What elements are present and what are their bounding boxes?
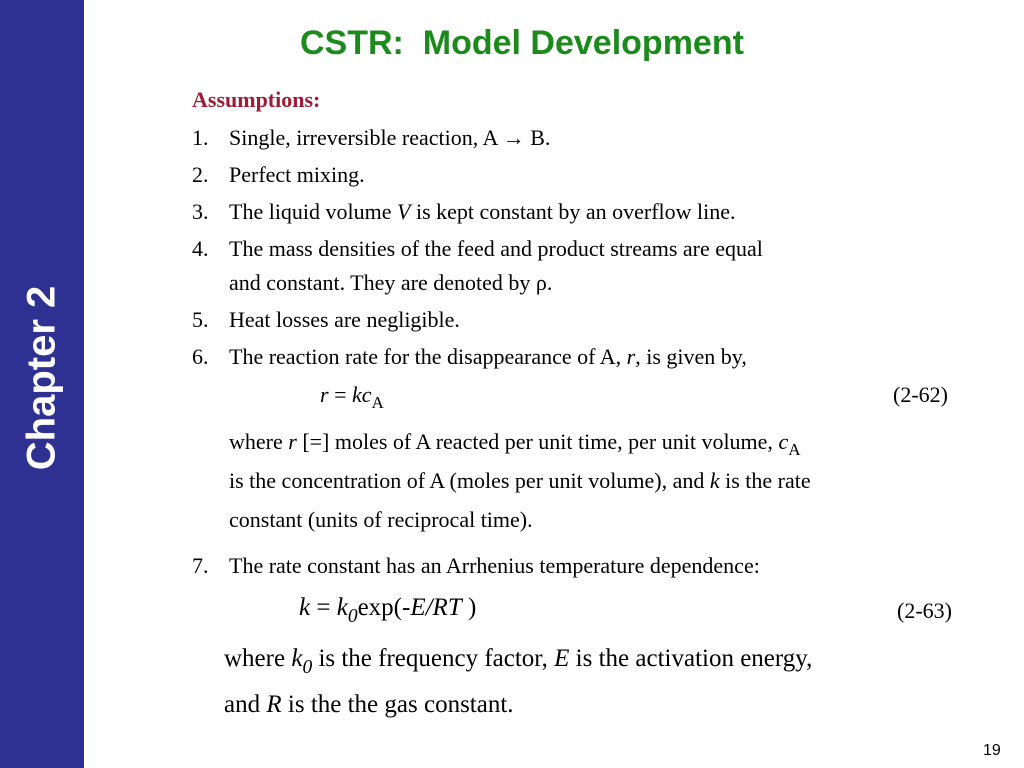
frequency-factor-text: is the frequency factor, (312, 645, 555, 672)
item-6-number: 6. (192, 344, 209, 369)
item-4-line-2: and constant. They are denoted by ρ. (229, 270, 553, 295)
eq-2-62-op: = (328, 382, 352, 407)
assumptions-heading: Assumptions: (192, 87, 321, 112)
eq-2-63-func: exp(- (357, 594, 411, 621)
equation-2-62 (320, 382, 384, 412)
item-1-number: 1. (192, 125, 209, 150)
where-e: E (554, 645, 570, 672)
eq-2-62-lhs: r (320, 382, 329, 407)
where-text: moles of A reacted per unit time, per unit volume, (334, 429, 779, 454)
item-3-text-before: The liquid volume (229, 199, 398, 224)
rate-variable: r (626, 344, 636, 369)
where-k0-subscript-text: 0 (302, 656, 313, 678)
eq-2-62-subscript: A (371, 393, 384, 412)
units-bracket: [=] (296, 429, 335, 454)
eq-2-63-op: = (310, 594, 337, 621)
item-5-number: 5. (192, 307, 209, 332)
item-7-number: 7. (192, 553, 209, 578)
item-7-where-line-1 (224, 645, 813, 678)
item-3-text (229, 199, 736, 225)
where-k0-subscript (302, 657, 312, 678)
where-c-subscript: A (788, 440, 801, 459)
where-line-2-after: is the rate (719, 468, 811, 493)
equation-2-63 (299, 594, 477, 627)
item-6-where-line-3: constant (units of reciprocal time). (229, 507, 533, 532)
item-4-number: 4. (192, 236, 209, 261)
item-6-where-line-2 (229, 468, 811, 494)
chapter-label: Chapter 2 (19, 285, 64, 471)
eq-2-63-close: ) (461, 594, 477, 621)
item-2-text: Perfect mixing. (229, 162, 365, 187)
item-2-number: 2. (192, 162, 209, 187)
slide-title: CSTR: Model Development (300, 24, 744, 62)
item-4-line-1: The mass densities of the feed and product streams are equal (229, 236, 763, 261)
item-6-text-before: The reaction rate for the disappearance of A, (229, 344, 627, 369)
eq-2-63-k0-subscript (348, 606, 358, 627)
sidebar-divider (84, 0, 87, 768)
item-3-text-after: is kept constant by an overflow line. (410, 199, 736, 224)
gas-constant-text: is the the gas constant. (281, 691, 514, 718)
item-6-text (229, 344, 747, 370)
where-c: c (778, 429, 789, 454)
page-number: 19 (983, 742, 1001, 759)
item-3-number: 3. (192, 199, 209, 224)
where-word-2: where (224, 645, 292, 672)
item-6-where-line-1 (229, 429, 801, 459)
item-7-text: The rate constant has an Arrhenius temperature dependence: (229, 553, 760, 578)
where-word: where (229, 429, 289, 454)
equation-2-63-label: (2-63) (897, 598, 952, 623)
eq-2-63-k0-subscript-text: 0 (347, 605, 358, 627)
volume-variable: V (397, 199, 411, 224)
item-7-where-line-2 (224, 691, 514, 719)
activation-energy-text: is the activation energy, (569, 645, 813, 672)
eq-2-63-arg: E/RT (410, 594, 462, 621)
item-6-text-after: , is given by, (635, 344, 747, 369)
where-line-2-before: is the concentration of A (moles per unit volume), and (229, 468, 710, 493)
equation-2-62-label: (2-62) (893, 382, 948, 407)
item-1-text: Single, irreversible reaction, A → B. (229, 125, 551, 150)
eq-2-63-k0: k (336, 594, 348, 621)
item-5-text: Heat losses are negligible. (229, 307, 460, 332)
where-k0: k (291, 645, 303, 672)
eq-2-63-lhs: k (299, 594, 311, 621)
and-word: and (224, 691, 267, 718)
where-r: r (288, 429, 297, 454)
where-r-gas: R (266, 691, 282, 718)
where-k: k (709, 468, 720, 493)
eq-2-62-rhs: kc (351, 382, 372, 407)
